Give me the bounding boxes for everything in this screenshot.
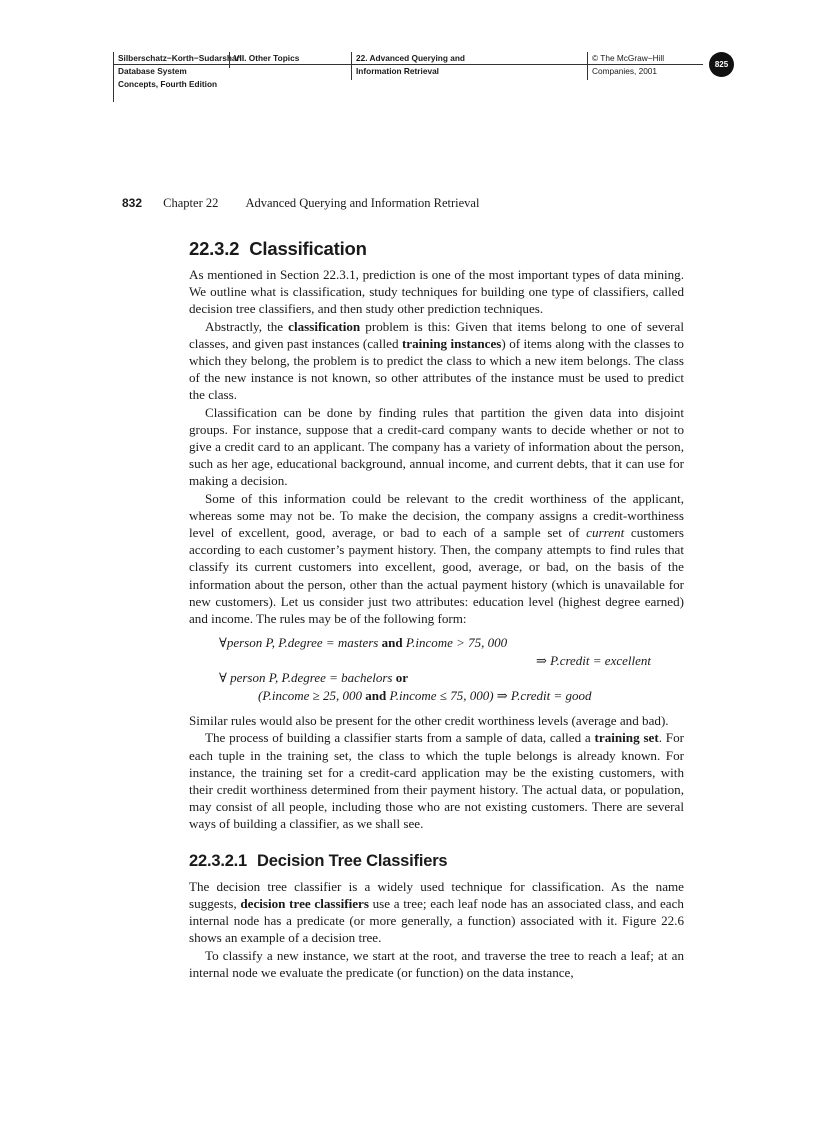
rule-1-income: P.income > 75, 000 [402,635,508,651]
emphasis-current: current [586,525,625,541]
paragraph-classify-instance: To classify a new instance, we start at the root, and traverse the tree to reach a leaf; at an internal node we evaluate the predicate (or function) on the data instance, [189,947,684,980]
section-title: Classification [249,238,367,259]
text-run: use a tree; each leaf node has an associated class, and each internal node has a predicate (or more generally, a function) associated with it. Figure 22.6 shows an example of a decision tree. [189,895,684,946]
header-copyright [587,52,702,80]
text-run: customers according to each customer’s payment history. Then, the company attempts to find rules that classify its current customers into excellent, good, average, or bad, on the basis of the information about the person, other than the actual payment history (which is unavailable for new customers). Let us consider just two attributes: education level (highest degree earned) and income. The rules may be of the following form: [189,525,684,627]
rule-2-income-low: (P.income ≥ 25, 000 [258,687,366,703]
chapter-label: Chapter 22 [163,196,219,210]
paragraph-training-set [189,729,684,832]
paragraph-similar-rules: Similar rules would also be present for the other credit worthiness levels (average and bad). [189,713,669,729]
paragraph-abstract [189,318,684,404]
keyword-or: or [395,670,408,686]
keyword-and: and [365,687,387,703]
book-page-number: 832 [122,196,143,210]
text-run: Some of this information could be relevant to the credit worthiness of the applicant, whereas some may not be. To make the decision, the company assigns a credit-worthiness level of excellent, good, average, or bad to each of a sample set of [189,490,684,541]
header-copyright-line1: © The McGraw−Hill [592,53,665,63]
section-heading [189,238,684,260]
text-run: problem is this: Given that items belong to one of several classes, and given past instances (called [189,318,684,351]
text-run: The process of building a classifier starts from a sample of data, called a [205,730,595,746]
rule-1-conclusion: ⇒ P.credit = excellent [536,652,651,668]
header-chapter-line1: 22. Advanced Querying and [356,53,465,63]
book-running-head [122,196,479,211]
running-header [113,52,703,102]
term-classification: classification [288,318,361,334]
rule-1-line-2 [189,652,684,670]
subsection-title: Decision Tree Classifiers [257,851,448,870]
keyword-and: and [381,635,403,651]
rule-2-line-1 [189,669,684,687]
header-part [229,52,349,68]
rule-2-conclusion: P.income ≤ 75, 000) ⇒ P.credit = good [386,687,592,703]
header-book-title: Database System [118,66,187,76]
header-copyright-line2: Companies, 2001 [592,66,658,76]
text-run: . For each tuple in the training set, the class to which the tuple belongs is already known. For instance, the training set for a credit-card application may be the existing customers, with their credit worthiness determined from their payment history. The actual data, or population, may consist of all people, including those who are not existing customers. There are several ways of building a classifier, as we shall see. [189,730,684,832]
header-authors: Silberschatz−Korth−Sudarshan: [118,53,245,63]
main-text-column [189,238,684,981]
header-chapter [351,52,466,80]
text-run: Abstractly, the [205,318,289,334]
header-part-label: VII. Other Topics [234,53,300,63]
header-chapter-line2: Information Retrieval [356,66,439,76]
rule-formulas [189,634,684,704]
section-number: 22.3.2 [189,238,240,259]
text-run: ) of items along with the classes to which they belong, the problem is to predict the class to which a new item belongs. The class of the new instance is not known, so other attributes of the instance must be used to predict the class. [189,335,684,403]
rule-1-line-1 [189,634,684,652]
term-decision-tree-classifiers: decision tree classifiers [240,895,369,911]
paragraph-intro: As mentioned in Section 22.3.1, prediction is one of the most important types of data mining. We outline what is classification, study techniques for building one type of classifiers, called decision tree classifiers, and then study other prediction techniques. [189,267,684,317]
paragraph-rules-intro: Classification can be done by finding rules that partition the given data into disjoint groups. For instance, suppose that a credit-card company wants to decide whether or not to give a credit card to an applicant. The company has a variety of information about the person, such as her age, educational background, annual income, and current debts, that it can use for making a decision. [189,404,684,489]
page-number-badge: 825 [709,52,734,77]
term-training-instances: training instances [401,335,502,351]
header-book-info [113,52,245,102]
rule-2-line-2 [189,687,684,705]
term-training-set: training set [594,730,659,746]
subsection-heading [189,852,684,871]
subsection-number: 22.3.2.1 [189,851,248,870]
rule-1-condition: ∀person P, P.degree = masters [219,635,382,651]
paragraph-credit-example [189,490,684,628]
rule-2-condition: ∀ person P, P.degree = bachelors [219,670,396,686]
text-run: The decision tree classifier is a widely used technique for classification. As the name suggests, [189,878,684,911]
chapter-title: Advanced Querying and Information Retrieval [245,196,480,210]
header-edition: Concepts, Fourth Edition [118,79,218,89]
paragraph-decision-tree [189,878,684,947]
